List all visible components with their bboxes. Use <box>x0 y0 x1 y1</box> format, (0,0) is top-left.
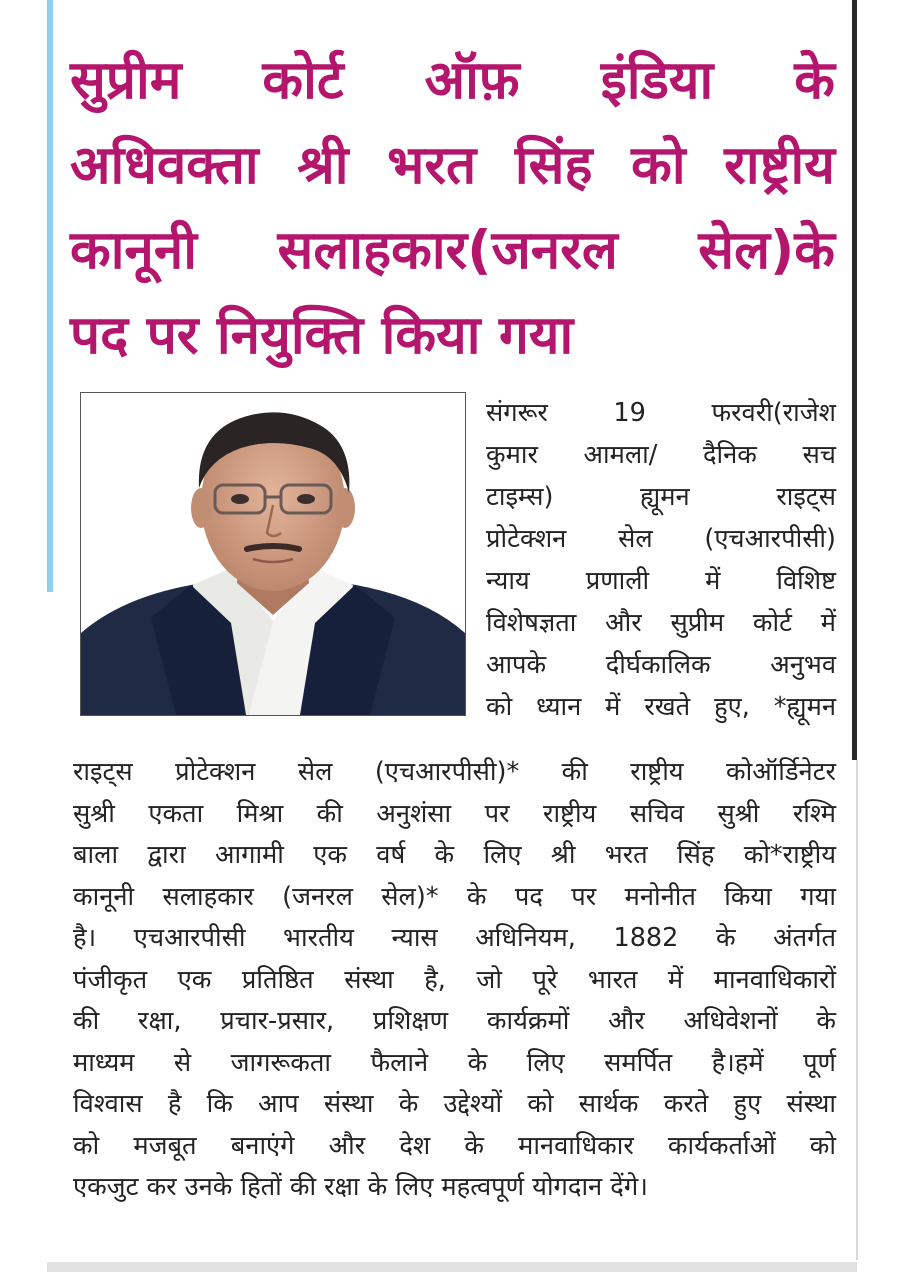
headline-line: अधिवक्ता श्री भरत सिंह को राष्ट्रीय <box>70 135 835 196</box>
left-accent-rule <box>47 0 53 592</box>
text-line: संगरूर 19 फरवरी(राजेश <box>486 398 836 428</box>
bottom-divider <box>47 1262 857 1272</box>
portrait-photo <box>80 392 466 716</box>
text-line: माध्यम से जागरूकता फैलाने के लिए समर्पित है।हमें पूर्ण <box>73 1047 836 1078</box>
headline-line: कानूनी सलाहकार(जनरल सेल)के <box>70 220 835 281</box>
text-line: विश्वास है कि आप संस्था के उद्देश्यों को सार्थक करते हुए संस्था <box>73 1089 836 1119</box>
right-edge-rule <box>852 0 857 760</box>
headline <box>70 38 835 378</box>
text-line: टाइम्स) ह्यूमन राइट्स <box>486 482 836 512</box>
text-line: की रक्षा, प्रचार-प्रसार, प्रशिक्षण कार्यक्रमों और अधिवेशनों के <box>73 1006 836 1036</box>
portrait-illustration <box>81 393 465 715</box>
text-line: पंजीकृत एक प्रतिष्ठित संस्था है, जो पूरे भारत में मानवाधिकारों <box>73 964 836 995</box>
right-edge-rule-lower <box>856 760 858 1260</box>
text-line: आपके दीर्घकालिक अनुभव <box>486 650 836 680</box>
text-line: कानूनी सलाहकार (जनरल सेल)* के पद पर मनोनीत किया गया <box>73 881 836 912</box>
text-line: विशेषज्ञता और सुप्रीम कोर्ट में <box>486 608 836 638</box>
headline-line: सुप्रीम कोर्ट ऑफ़ इंडिया के <box>70 50 835 111</box>
text-line: प्रोटेक्शन सेल (एचआरपीसी) <box>486 524 836 554</box>
text-line: बाला द्वारा आगामी एक वर्ष के लिए श्री भरत सिंह को*राष्ट्रीय <box>73 840 836 870</box>
text-line: को मजबूत बनाएंगे और देश के मानवाधिकार कार्यकर्ताओं को <box>73 1130 836 1161</box>
headline-line: पद पर नियुक्ति किया गया <box>70 305 574 366</box>
text-line: सुश्री एकता मिश्रा की अनुशंसा पर राष्ट्रीय सचिव सुश्री रश्मि <box>73 798 836 829</box>
article-body <box>73 752 836 1209</box>
text-line: को ध्यान में रखते हुए, *ह्यूमन <box>486 692 836 722</box>
article-intro-column <box>486 392 836 728</box>
text-line: है। एचआरपीसी भारतीय न्यास अधिनियम, 1882 के अंतर्गत <box>73 923 836 953</box>
text-line: न्याय प्रणाली में विशिष्ट <box>486 566 836 596</box>
text-line: राइट्स प्रोटेक्शन सेल (एचआरपीसी)* की राष्ट्रीय कोऑर्डिनेटर <box>73 757 836 787</box>
text-line: एकजुट कर उनके हितों की रक्षा के लिए महत्वपूर्ण योगदान देंगे। <box>73 1172 648 1202</box>
text-line: कुमार आमला/ दैनिक सच <box>486 440 836 470</box>
